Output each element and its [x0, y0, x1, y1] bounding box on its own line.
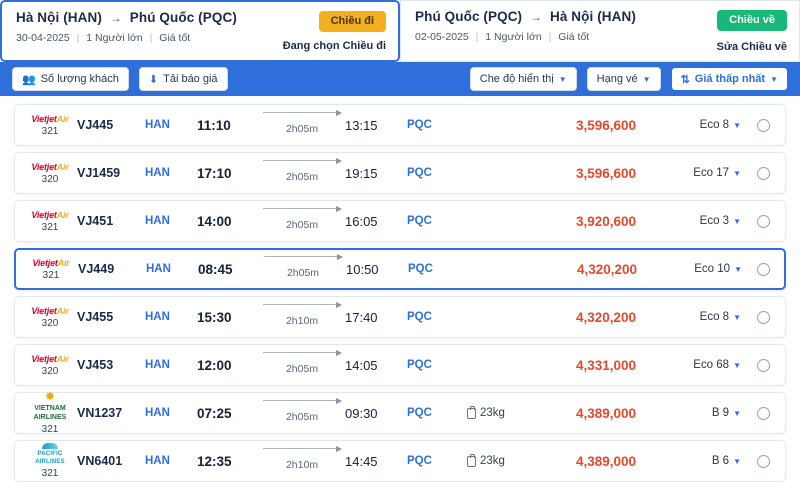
fare-class-dropdown[interactable] — [667, 311, 741, 323]
aircraft-code: 320 — [41, 365, 59, 377]
destination-code: PQC — [407, 167, 432, 179]
chevron-down-icon: ▼ — [734, 264, 742, 274]
meta-separator: | — [149, 32, 153, 44]
inbound-destination: Hà Nội (HAN) — [549, 9, 636, 24]
chevron-down-icon: ▼ — [733, 456, 741, 466]
inbound-origin: Phú Quốc (PQC) — [415, 9, 523, 24]
origin-code: HAN — [145, 119, 170, 131]
arrival-time: 10:50 — [346, 261, 379, 277]
ticket-price: 3,920,600 — [575, 213, 637, 229]
origin-code: HAN — [145, 215, 170, 227]
outbound-badge: Chiều đi — [319, 11, 386, 32]
chevron-down-icon: ▼ — [558, 74, 567, 84]
arrival-time: 14:45 — [345, 453, 378, 469]
departure-time: 08:45 — [198, 261, 233, 277]
inbound-badge: Chiều về — [717, 10, 787, 31]
duration-text: 2h05m — [285, 171, 319, 183]
arrival-time: 16:05 — [345, 213, 378, 229]
destination-code: PQC — [407, 455, 432, 467]
departure-time: 12:35 — [197, 453, 232, 469]
flight-path-arrow-icon — [263, 400, 341, 401]
duration-cell — [259, 119, 345, 135]
destination-code: PQC — [407, 359, 432, 371]
airline-logo-cell — [15, 443, 77, 479]
outbound-destination: Phú Quốc (PQC) — [129, 10, 237, 25]
inbound-passengers: 1 Người lớn — [485, 31, 542, 43]
select-flight-cell[interactable] — [741, 215, 785, 228]
display-mode-label: Che độ hiển thị — [479, 73, 554, 85]
select-flight-radio[interactable] — [757, 311, 770, 324]
edit-inbound-button[interactable]: Sửa Chiều về — [716, 41, 787, 53]
pacific-mark-icon — [42, 443, 58, 449]
flight-path-arrow-icon — [263, 160, 341, 161]
duration-text: 2h05m — [285, 219, 319, 231]
select-flight-radio[interactable] — [757, 215, 770, 228]
destination-code: PQC — [407, 119, 432, 131]
flight-number: VJ455 — [77, 310, 114, 324]
trip-selector-bar — [0, 0, 800, 62]
chevron-down-icon: ▼ — [642, 74, 651, 84]
outbound-trip-card[interactable] — [0, 0, 400, 62]
flight-path-arrow-icon — [263, 352, 341, 353]
flight-number: VJ1459 — [77, 166, 121, 180]
outbound-passengers: 1 Người lớn — [86, 32, 143, 44]
fare-class-dropdown[interactable] — [667, 407, 741, 419]
outbound-status-text: Đang chọn Chiều đi — [282, 40, 386, 52]
duration-text: 2h05m — [286, 267, 320, 279]
select-flight-cell[interactable] — [741, 167, 785, 180]
departure-time: 12:00 — [197, 357, 232, 373]
destination-code: PQC — [407, 311, 432, 323]
flight-row[interactable] — [14, 104, 786, 146]
fare-class-dropdown[interactable] — [667, 119, 741, 131]
ticket-class-label: Hạng vé — [596, 73, 638, 85]
ticket-price: 4,331,000 — [575, 357, 637, 373]
fare-class-dropdown[interactable] — [667, 167, 741, 179]
baggage-allowance: 23kg — [480, 407, 505, 419]
flight-number: VJ451 — [77, 214, 114, 228]
arrival-time: 17:40 — [345, 309, 378, 325]
inbound-trip-card[interactable] — [400, 0, 800, 62]
duration-text: 2h05m — [285, 411, 319, 423]
flight-row[interactable] — [14, 248, 786, 290]
select-flight-cell[interactable] — [741, 407, 785, 420]
aircraft-code: 321 — [42, 269, 60, 281]
aircraft-code: 321 — [41, 423, 59, 435]
duration-text: 2h10m — [285, 459, 319, 471]
fare-class-label: Eco 68 — [693, 359, 730, 371]
route-arrow-icon: → — [530, 10, 543, 24]
flight-number: VJ449 — [78, 262, 115, 276]
fare-class-label: Eco 17 — [693, 167, 730, 179]
chevron-down-icon: ▼ — [770, 74, 778, 84]
meta-separator: | — [548, 31, 552, 43]
flight-path-arrow-icon — [263, 304, 341, 305]
airline-logo-cell — [15, 210, 77, 233]
baggage-allowance: 23kg — [480, 455, 505, 467]
vietnam-airlines-logo: ✸ VIETNAM AIRLINES — [23, 392, 77, 422]
ticket-price: 4,320,200 — [576, 261, 638, 277]
aircraft-code: 321 — [41, 125, 59, 137]
flight-path-arrow-icon — [263, 112, 341, 113]
flight-row[interactable] — [14, 200, 786, 242]
flight-number: VJ445 — [77, 118, 114, 132]
duration-text: 2h05m — [285, 363, 319, 375]
duration-cell — [259, 311, 345, 327]
fare-class-label: Eco 10 — [694, 263, 731, 275]
flight-row[interactable] — [14, 392, 786, 434]
origin-code: HAN — [145, 455, 170, 467]
baggage-cell — [467, 407, 545, 419]
origin-code: HAN — [145, 311, 170, 323]
destination-code: PQC — [407, 215, 432, 227]
airline-logo-cell — [15, 392, 77, 435]
arrival-time: 13:15 — [345, 117, 378, 133]
select-flight-cell[interactable] — [741, 455, 785, 468]
pacific-airlines-logo: PACIFIC AIRLINES — [23, 443, 77, 466]
airline-logo-cell — [15, 114, 77, 137]
select-flight-cell[interactable] — [742, 263, 784, 276]
toolbar-right-group — [460, 67, 788, 91]
vietjet-logo: VietjetAir — [32, 257, 70, 268]
lotus-icon: ✸ — [45, 390, 55, 403]
chevron-down-icon: ▼ — [733, 168, 741, 178]
passenger-count-button[interactable] — [12, 67, 129, 91]
select-flight-radio[interactable] — [757, 167, 770, 180]
fare-class-label: Eco 8 — [699, 119, 730, 131]
ticket-price: 4,389,000 — [575, 405, 637, 421]
route-arrow-icon: → — [109, 11, 122, 25]
fare-class-label: Eco 8 — [699, 311, 730, 323]
arrival-time: 09:30 — [345, 405, 378, 421]
sort-icon: ⇅ — [680, 73, 690, 86]
origin-code: HAN — [146, 263, 171, 275]
vietjet-logo: VietjetAir — [31, 161, 69, 172]
duration-text: 2h10m — [285, 315, 319, 327]
destination-code: PQC — [407, 407, 432, 419]
meta-separator: | — [475, 31, 479, 43]
arrival-time: 14:05 — [345, 357, 378, 373]
vietjet-logo: VietjetAir — [31, 113, 69, 124]
baggage-icon — [467, 408, 476, 419]
duration-cell — [259, 167, 345, 183]
aircraft-code: 320 — [41, 173, 59, 185]
duration-text: 2h05m — [285, 123, 319, 135]
download-quote-button[interactable] — [139, 67, 228, 91]
download-icon: ⬇ — [148, 73, 159, 86]
flight-row[interactable] — [14, 296, 786, 338]
airline-logo-cell — [15, 162, 77, 185]
ticket-price: 3,596,600 — [575, 117, 637, 133]
departure-time: 17:10 — [197, 165, 232, 181]
flight-number: VN1237 — [77, 406, 123, 420]
origin-code: HAN — [145, 407, 170, 419]
departure-time: 11:10 — [197, 117, 231, 133]
duration-cell — [259, 407, 345, 423]
flight-path-arrow-icon — [263, 208, 341, 209]
fare-class-label: B 6 — [711, 455, 730, 467]
airline-logo-cell — [15, 354, 77, 377]
vietjet-logo: VietjetAir — [31, 305, 69, 316]
sort-label: Giá thấp nhất — [694, 73, 766, 85]
departure-time: 15:30 — [197, 309, 232, 325]
ticket-price: 3,596,600 — [575, 165, 637, 181]
flight-row[interactable] — [14, 440, 786, 482]
flight-number: VJ453 — [77, 358, 114, 372]
fare-class-dropdown[interactable] — [668, 263, 742, 275]
vietjet-logo: VietjetAir — [31, 209, 69, 220]
select-flight-radio[interactable] — [757, 119, 770, 132]
flight-row[interactable] — [14, 344, 786, 386]
origin-code: HAN — [145, 167, 170, 179]
select-flight-radio[interactable] — [757, 263, 770, 276]
flight-number: VN6401 — [77, 454, 123, 468]
flight-path-arrow-icon — [263, 448, 341, 449]
sort-dropdown[interactable] — [671, 67, 788, 91]
display-mode-dropdown[interactable] — [470, 67, 577, 91]
chevron-down-icon: ▼ — [733, 408, 741, 418]
select-flight-cell[interactable] — [741, 119, 785, 132]
duration-cell — [259, 215, 345, 231]
flight-row[interactable] — [14, 152, 786, 194]
select-flight-cell[interactable] — [741, 311, 785, 324]
airline-logo-cell — [16, 258, 78, 281]
fare-class-dropdown[interactable] — [667, 455, 741, 467]
arrival-time: 19:15 — [345, 165, 378, 181]
departure-time: 07:25 — [197, 405, 232, 421]
outbound-fare-label: Giá tốt — [159, 32, 191, 44]
duration-cell — [260, 263, 346, 279]
inbound-date: 02-05-2025 — [415, 31, 469, 43]
fare-class-label: Eco 3 — [699, 215, 730, 227]
departure-time: 14:00 — [197, 213, 232, 229]
airline-logo-cell — [15, 306, 77, 329]
inbound-fare-label: Giá tốt — [558, 31, 590, 43]
destination-code: PQC — [408, 263, 433, 275]
aircraft-code: 321 — [41, 221, 59, 233]
fare-class-dropdown[interactable] — [667, 359, 741, 371]
aircraft-code: 320 — [41, 317, 59, 329]
fare-class-label: B 9 — [711, 407, 730, 419]
baggage-icon — [467, 456, 476, 467]
flight-results-list — [0, 96, 800, 482]
filter-toolbar — [0, 62, 800, 96]
outbound-date: 30-04-2025 — [16, 32, 70, 44]
users-icon: 👥 — [22, 73, 36, 86]
meta-separator: | — [76, 32, 80, 44]
select-flight-cell[interactable] — [741, 359, 785, 372]
vietjet-logo: VietjetAir — [31, 353, 69, 364]
ticket-price: 4,389,000 — [575, 453, 637, 469]
fare-class-dropdown[interactable] — [667, 215, 741, 227]
outbound-origin: Hà Nội (HAN) — [16, 10, 102, 25]
chevron-down-icon: ▼ — [733, 216, 741, 226]
duration-cell — [259, 359, 345, 375]
origin-code: HAN — [145, 359, 170, 371]
chevron-down-icon: ▼ — [733, 312, 741, 322]
select-flight-radio[interactable] — [757, 359, 770, 372]
select-flight-radio[interactable] — [757, 407, 770, 420]
aircraft-code: 321 — [41, 468, 59, 479]
ticket-class-dropdown[interactable] — [587, 67, 661, 91]
flight-path-arrow-icon — [264, 256, 342, 257]
chevron-down-icon: ▼ — [733, 360, 741, 370]
baggage-cell — [467, 455, 545, 467]
download-quote-label: Tải báo giá — [163, 73, 218, 85]
select-flight-radio[interactable] — [757, 455, 770, 468]
duration-cell — [259, 455, 345, 471]
ticket-price: 4,320,200 — [575, 309, 637, 325]
passenger-count-label: Số lượng khách — [40, 73, 119, 85]
chevron-down-icon: ▼ — [733, 120, 741, 130]
